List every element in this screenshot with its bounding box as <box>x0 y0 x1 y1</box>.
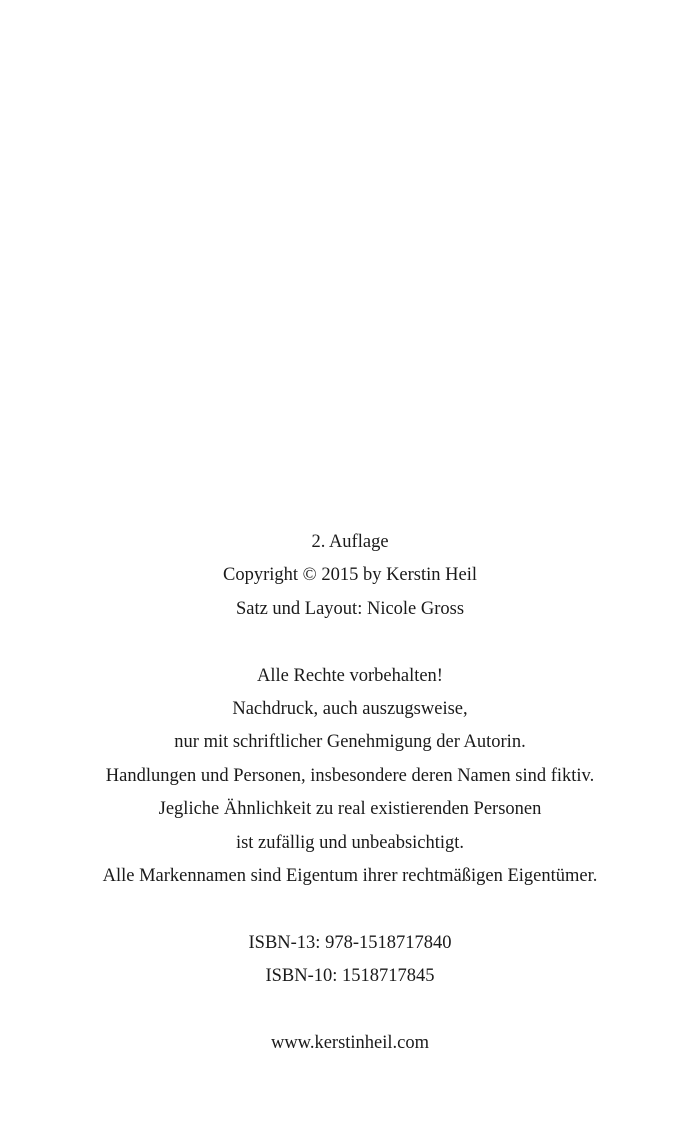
edition-line: 2. Auflage <box>311 532 389 552</box>
rights-line: Alle Rechte vorbehalten! <box>257 665 443 686</box>
rights-line: nur mit schriftlicher Genehmigung der Autorin. <box>174 732 526 753</box>
imprint-section <box>0 526 700 1060</box>
rights-line: Alle Markennamen sind Eigentum ihrer rechtmäßigen Eigentümer. <box>102 866 598 887</box>
isbn-block <box>0 927 700 994</box>
rights-line: Jegliche Ähnlichkeit zu real existierenden Personen <box>158 799 542 820</box>
website-block <box>0 1027 700 1060</box>
isbn-10-line: ISBN-10: 1518717845 <box>265 966 435 987</box>
edition-block <box>0 526 700 626</box>
copyright-line: Copyright © 2015 by Kerstin Heil <box>222 565 478 586</box>
isbn-13-line: ISBN-13: 978-1518717840 <box>248 932 452 953</box>
layout-credit-line: Satz und Layout: Nicole Gross <box>235 598 465 619</box>
rights-line: Nachdruck, auch auszugsweise, <box>232 699 468 720</box>
rights-line: Handlungen und Personen, insbesondere deren Namen sind fiktiv. <box>105 765 595 786</box>
website-url: www.kerstinheil.com <box>270 1033 430 1054</box>
rights-line: ist zufällig und unbeabsichtigt. <box>235 832 465 853</box>
rights-block <box>0 660 700 894</box>
